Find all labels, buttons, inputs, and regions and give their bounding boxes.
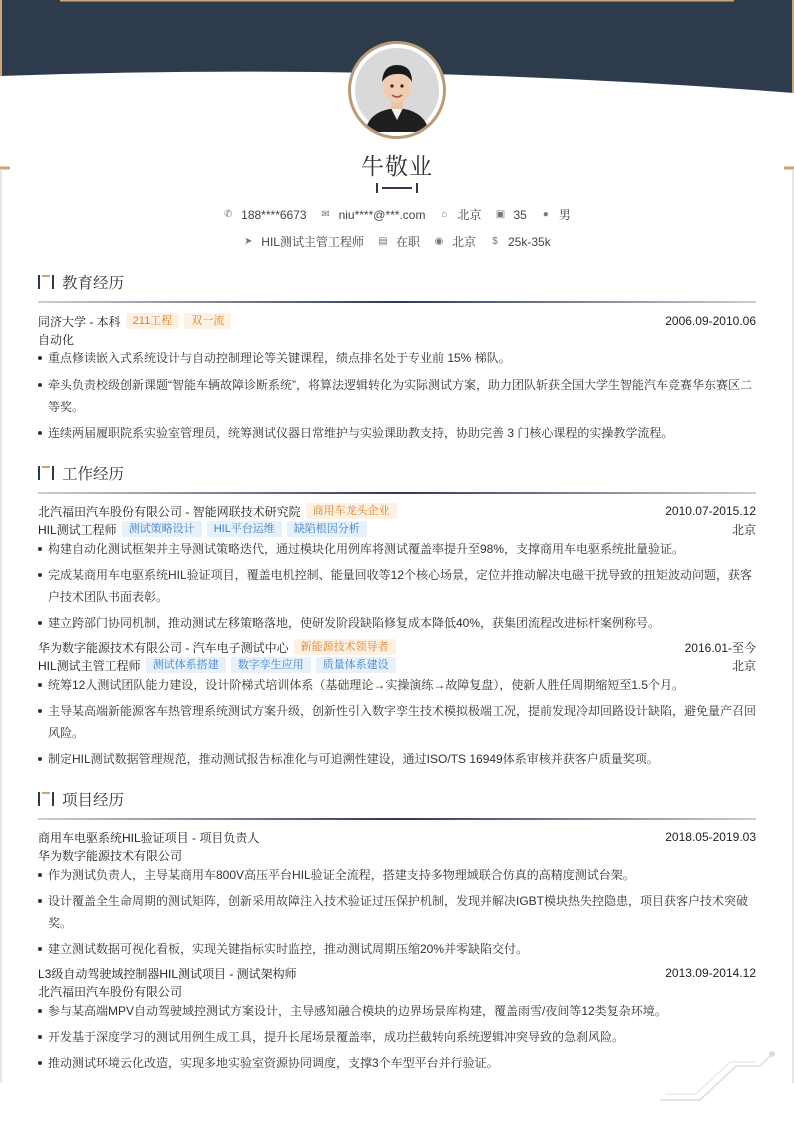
work-role-row xyxy=(38,520,756,538)
cake-icon: ▣ xyxy=(495,208,506,220)
list-item: 统筹12人测试团队能力建设，设计阶梯式培训体系（基础理论→实操演练→故障复盘），使新人胜任周期缩短至1.5个月。 xyxy=(38,674,756,696)
major-text: 自动化 xyxy=(38,332,75,347)
phone-icon: ✆ xyxy=(223,208,233,220)
section-divider xyxy=(38,818,756,820)
list-item: 推动测试环境云化改造，实现多地实验室资源协同调度，支撑3个车型平台并行验证。 xyxy=(38,1052,756,1074)
target-city-item xyxy=(434,233,476,250)
list-item: 开发基于深度学习的测试用例生成工具，提升长尾场景覆盖率，成功拦截转向系统逻辑冲突导致的急刹风险。 xyxy=(38,1026,756,1048)
project-date: 2018.05-2019.03 xyxy=(665,830,756,844)
work-date: 2016.01-至今 xyxy=(684,640,756,655)
education-date: 2006.09-2010.06 xyxy=(665,314,756,328)
city-item xyxy=(439,206,481,223)
email-value: niu****@***.com xyxy=(338,207,426,222)
project-org xyxy=(38,982,756,1000)
location-pin-icon: ◉ xyxy=(434,235,444,247)
project-org-text: 华为数字能源技术有限公司 xyxy=(38,848,183,863)
school-name: 同济大学 - 本科 xyxy=(38,314,121,329)
project-header xyxy=(38,964,756,982)
person-photo-icon xyxy=(355,48,439,132)
list-item: 参与某高端MPV自动驾驶域控测试方案设计，主导感知融合模块的边界场景库构建，覆盖雨雪/夜间等12类复杂环境。 xyxy=(38,1000,756,1022)
work-header xyxy=(38,502,756,520)
left-border xyxy=(0,170,2,1083)
target-job-value: HIL测试主管工程师 xyxy=(261,235,364,249)
section-title-education xyxy=(38,270,124,294)
gender-item xyxy=(541,206,571,223)
company-name: 北汽福田汽车股份有限公司 - 智能网联技术研究院 xyxy=(38,504,301,519)
company-tag: 商用车龙头企业 xyxy=(306,503,397,519)
work-header xyxy=(38,638,756,656)
phone-value: 188****6673 xyxy=(241,207,307,222)
contact-row xyxy=(0,206,794,223)
skill-tag: 质量体系建设 xyxy=(316,657,396,673)
section-divider xyxy=(38,492,756,494)
salary-value: 25k-35k xyxy=(508,234,551,249)
project-date: 2013.09-2014.12 xyxy=(665,966,756,980)
education-major xyxy=(38,330,756,348)
status-item xyxy=(378,233,420,250)
section-divider xyxy=(38,301,756,303)
city-value: 北京 xyxy=(457,208,482,222)
age-value: 35 xyxy=(513,207,527,222)
gender-icon: ● xyxy=(542,208,549,220)
briefcase-icon: ▤ xyxy=(378,235,388,247)
role-title: HIL测试主管工程师 xyxy=(38,658,141,673)
section-title-text: 项目经历 xyxy=(62,792,125,809)
list-item: 设计覆盖全生命周期的测试矩阵，创新采用故障注入技术验证过压保护机制，发现并解决IGBT模块热失控隐患，项目获客户技术突破奖。 xyxy=(38,890,756,934)
list-item: 建立跨部门协同机制，推动测试左移策略落地，使研发阶段缺陷修复成本降低40%，获集团流程改进标杆案例称号。 xyxy=(38,612,756,634)
name-ornament xyxy=(376,182,418,194)
avatar xyxy=(348,41,446,139)
education-header xyxy=(38,312,756,330)
section-title-text: 教育经历 xyxy=(62,275,125,292)
send-icon: ➤ xyxy=(244,235,253,247)
company-tag: 新能源技术领导者 xyxy=(294,639,396,655)
work-date: 2010.07-2015.12 xyxy=(665,504,756,518)
money-icon: $ xyxy=(492,235,498,247)
work-location: 北京 xyxy=(731,658,756,673)
list-item: 连续两届履职院系实验室管理员，统筹测试仪器日常维护与实验课助教支持，协助完善 3 门核心课程的实操教学流程。 xyxy=(38,422,756,444)
section-marker-icon xyxy=(38,792,54,806)
school-tag: 211工程 xyxy=(126,313,180,329)
target-city-value: 北京 xyxy=(451,235,476,249)
list-item: 构建自动化测试框架并主导测试策略迭代，通过模块化用例库将测试覆盖率提升至98%，支撑商用车电驱系统批量验证。 xyxy=(38,538,756,560)
circuit-decoration xyxy=(660,1048,778,1104)
section-title-work xyxy=(38,461,124,485)
section-title-projects xyxy=(38,787,124,811)
list-item: 牵头负责校级创新课题“智能车辆故障诊断系统”，将算法逻辑转化为实际测试方案，助力团队斩获全国大学生智能汽车竞赛华东赛区二等奖。 xyxy=(38,374,756,418)
role-title: HIL测试工程师 xyxy=(38,522,117,537)
project-header xyxy=(38,828,756,846)
email-item xyxy=(321,208,426,222)
phone-item xyxy=(223,208,306,222)
target-job-item xyxy=(243,233,364,250)
home-icon: ⌂ xyxy=(441,208,448,220)
status-value: 在职 xyxy=(395,235,420,249)
list-item: 作为测试负责人，主导某商用车800V高压平台HIL验证全流程，搭建支持多物理域联合仿真的高精度测试台架。 xyxy=(38,864,756,886)
work-role-row xyxy=(38,656,756,674)
project-org xyxy=(38,846,756,864)
list-item: 主导某高端新能源客车热管理系统测试方案升级，创新性引入数字孪生技术模拟极端工况，提前发现冷却回路设计缺陷，避免量产召回风险。 xyxy=(38,700,756,744)
section-marker-icon xyxy=(38,466,54,480)
list-item: 制定HIL测试数据管理规范，推动测试报告标准化与可追溯性建设，通过ISO/TS 16949体系审核并获客户质量奖项。 xyxy=(38,748,756,770)
company-name: 华为数字能源技术有限公司 - 汽车电子测试中心 xyxy=(38,640,289,655)
project-name: L3级自动驾驶域控制器HIL测试项目 - 测试架构师 xyxy=(38,966,297,981)
school-tag: 双一流 xyxy=(184,313,231,329)
gender-value: 男 xyxy=(558,208,571,222)
skill-tag: 测试体系搭建 xyxy=(146,657,226,673)
age-item xyxy=(495,208,526,222)
skill-tag: 缺陷根因分析 xyxy=(287,521,367,537)
work-location: 北京 xyxy=(731,522,756,537)
project-org-text: 北汽福田汽车股份有限公司 xyxy=(38,984,183,999)
salary-item xyxy=(490,235,551,249)
section-title-text: 工作经历 xyxy=(62,466,125,483)
list-item: 建立测试数据可视化看板，实现关键指标实时监控，推动测试周期压缩20%并零缺陷交付。 xyxy=(38,938,756,960)
skill-tag: HIL平台运维 xyxy=(207,521,282,537)
skill-tag: 测试策略设计 xyxy=(122,521,202,537)
skill-tag: 数字孪生应用 xyxy=(231,657,311,673)
intent-row xyxy=(0,233,794,250)
list-item: 完成某商用车电驱系统HIL验证项目，覆盖电机控制、能量回收等12个核心场景，定位并推动解决电磁干扰导致的扭矩波动问题，获客户技术团队书面表彰。 xyxy=(38,564,756,608)
candidate-name: 牛敬业 xyxy=(361,153,433,179)
mail-icon: ✉ xyxy=(321,208,330,220)
section-marker-icon xyxy=(38,275,54,289)
list-item: 重点修读嵌入式系统设计与自动控制理论等关键课程，绩点排名处于专业前 15% 梯队。 xyxy=(38,347,756,369)
project-name: 商用车电驱系统HIL验证项目 - 项目负责人 xyxy=(38,830,260,845)
